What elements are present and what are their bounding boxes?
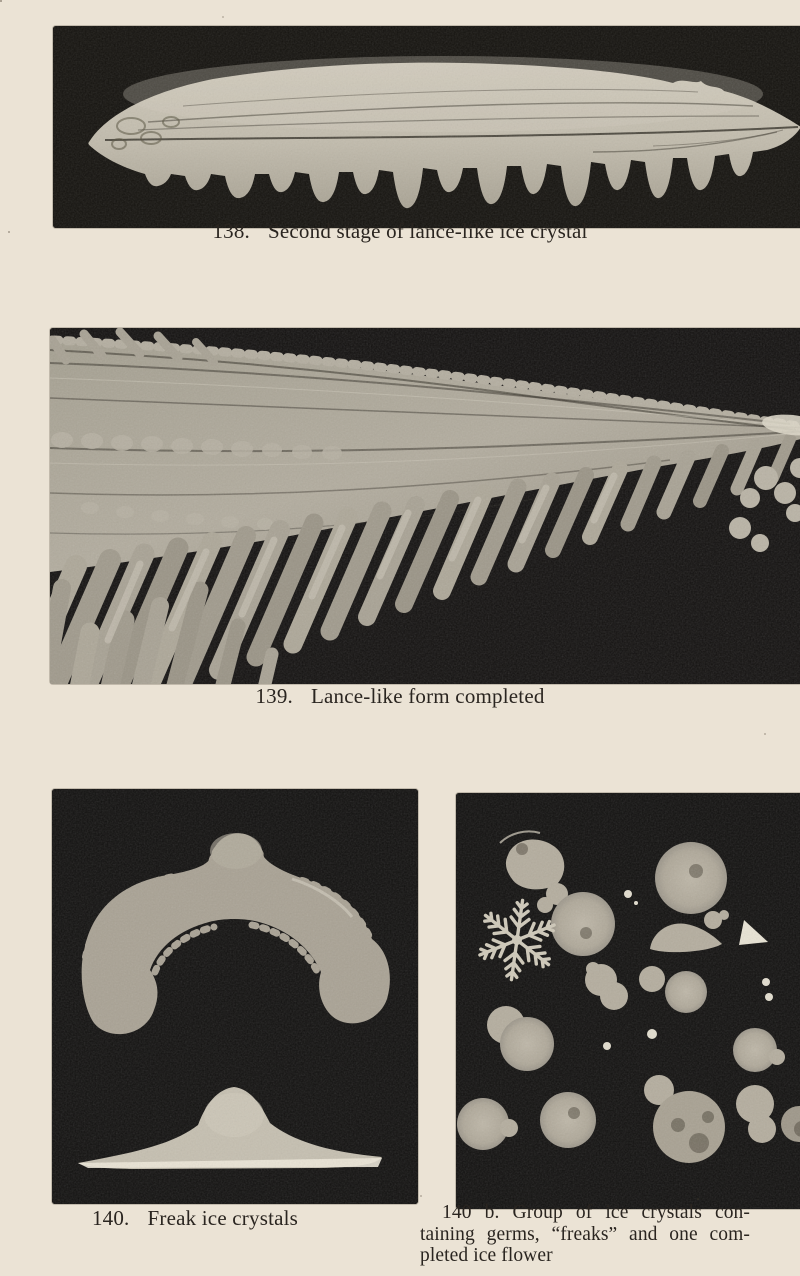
ice-germ-group-image (456, 793, 800, 1209)
figure-140b-caption-line1: 140 b. Group of ice crystals con- (442, 1202, 750, 1223)
figure-138-number: 138. (212, 219, 250, 243)
lance-crystal-stage2-image (53, 26, 800, 228)
freak-crystals-image (52, 789, 418, 1204)
figure-139-caption (0, 684, 800, 709)
figure-140b-caption-line2: taining germs, “freaks” and one com- (420, 1223, 750, 1245)
figure-138-photo (53, 26, 800, 228)
figure-138-caption (0, 219, 800, 244)
figure-139-photo (50, 328, 800, 684)
figure-139-number: 139. (255, 684, 293, 708)
figure-140-number: 140. (91, 1206, 130, 1230)
figure-139-caption-text: Lance-like form completed (311, 684, 545, 708)
figure-140b-caption (420, 1202, 750, 1267)
figure-140b-photo (456, 793, 800, 1209)
figure-140-caption (12, 1206, 378, 1231)
figure-140b-caption-line3: pleted ice flower (420, 1245, 553, 1266)
figure-140-photo (52, 789, 418, 1204)
figure-138-caption-text: Second stage of lance-like ice crystal (268, 219, 588, 243)
lance-crystal-completed-image (50, 328, 800, 684)
figure-140-caption-text: Freak ice crystals (147, 1206, 299, 1230)
scan-dust-specks (0, 0, 2, 2)
